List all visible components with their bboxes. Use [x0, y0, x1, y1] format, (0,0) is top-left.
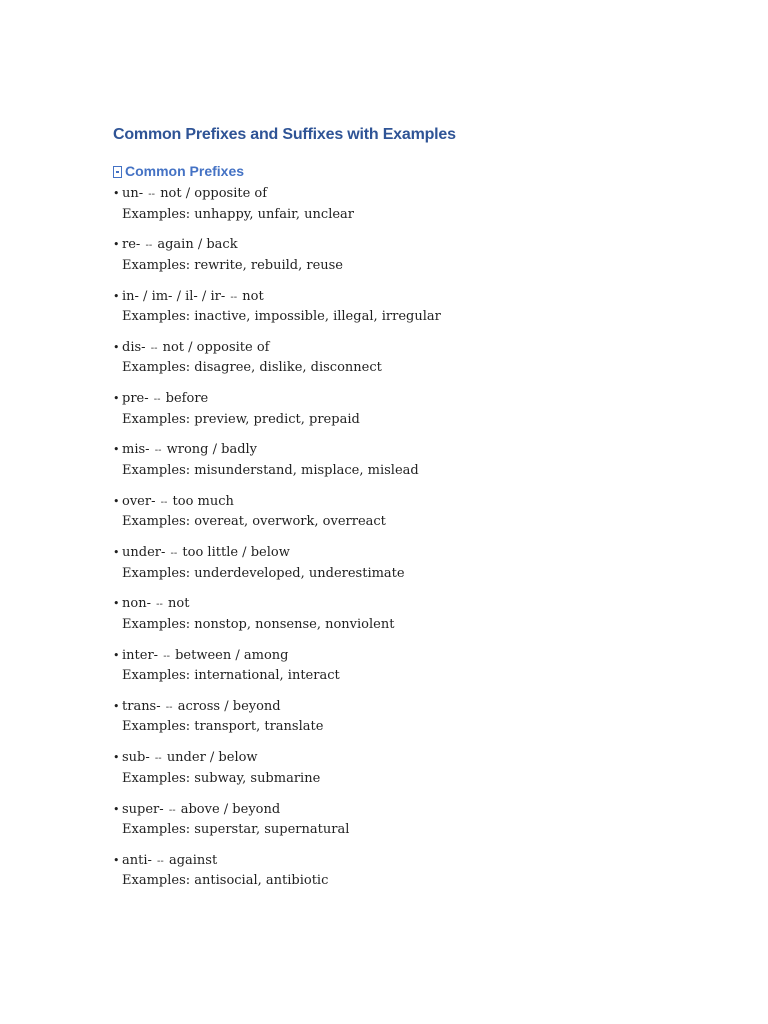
bullet: • [113, 648, 120, 662]
prefix-meaning: wrong / badly [166, 442, 258, 458]
examples-line [113, 307, 713, 327]
examples-line [113, 666, 713, 686]
prefix-term: anti- [122, 852, 152, 868]
examples-text: overeat, overwork, overreact [194, 514, 386, 530]
examples-label: Examples: [122, 873, 191, 889]
examples-line [113, 615, 713, 635]
prefix-entry [113, 338, 713, 389]
examples-text: unhappy, unfair, unclear [194, 206, 355, 222]
separator: -- [156, 599, 163, 611]
examples-label: Examples: [122, 462, 191, 478]
prefix-entry [113, 646, 713, 697]
separator: -- [157, 855, 164, 867]
prefix-line [113, 594, 713, 615]
prefix-line [113, 543, 713, 564]
prefix-term: super- [122, 801, 164, 817]
prefix-line [113, 287, 713, 308]
prefix-entry [113, 440, 713, 491]
prefix-term: un- [122, 186, 144, 201]
separator: -- [153, 394, 161, 406]
prefix-line [113, 646, 713, 667]
examples-text: subway, submarine [194, 770, 321, 786]
examples-label: Examples: [122, 360, 191, 376]
document-title: Common Prefixes and Suffixes with Examples [113, 126, 456, 143]
examples-text: international, interact [194, 668, 340, 684]
prefix-entry [113, 492, 713, 543]
separator: -- [170, 548, 178, 560]
examples-label: Examples: [122, 257, 191, 273]
examples-line [113, 512, 713, 532]
prefix-entry [113, 184, 713, 235]
prefix-entry [113, 800, 713, 851]
examples-text: transport, translate [194, 719, 324, 735]
prefix-term: trans- [122, 698, 161, 714]
examples-line [113, 820, 713, 840]
bullet: • [113, 546, 120, 560]
separator: -- [160, 496, 168, 508]
examples-line [113, 461, 713, 481]
prefix-meaning: under / below [166, 750, 258, 766]
separator: -- [230, 291, 238, 303]
examples-line [113, 769, 713, 789]
prefix-entry [113, 543, 713, 594]
book-icon [113, 166, 122, 178]
prefix-meaning: across / beyond [177, 698, 281, 714]
prefix-term: re- [122, 237, 141, 253]
prefix-term: under- [122, 545, 166, 561]
bullet: • [113, 392, 120, 406]
prefix-entry [113, 851, 713, 902]
separator: -- [154, 445, 162, 457]
separator: -- [150, 342, 158, 354]
prefix-meaning: not [242, 288, 264, 304]
separator: -- [168, 804, 176, 816]
prefix-line [113, 697, 713, 718]
examples-label: Examples: [122, 770, 191, 786]
examples-text: misunderstand, misplace, mislead [194, 462, 419, 478]
prefix-meaning: not / opposite of [162, 339, 270, 355]
examples-text: superstar, supernatural [194, 822, 350, 838]
prefix-line [113, 389, 713, 410]
prefix-meaning: above / beyond [180, 801, 281, 817]
prefix-list [113, 184, 713, 902]
examples-text: inactive, impossible, illegal, irregular [194, 309, 441, 325]
examples-label: Examples: [122, 719, 191, 735]
examples-label: Examples: [122, 206, 191, 222]
separator: -- [165, 701, 173, 713]
prefix-line [113, 235, 713, 256]
examples-text: preview, predict, prepaid [194, 411, 360, 427]
prefix-term: sub- [122, 750, 150, 766]
examples-text: antisocial, antibiotic [194, 873, 329, 889]
prefix-term: non- [122, 596, 151, 612]
examples-line [113, 256, 713, 276]
bullet: • [113, 699, 120, 713]
prefix-entry [113, 697, 713, 748]
prefix-term: dis- [122, 339, 146, 355]
separator: -- [145, 240, 153, 252]
section-heading-label: Common Prefixes [125, 163, 245, 179]
examples-label: Examples: [122, 616, 191, 632]
document-page [113, 124, 713, 902]
prefix-meaning: again / back [157, 237, 238, 253]
prefix-line [113, 492, 713, 513]
prefix-entry [113, 594, 713, 645]
examples-line [113, 358, 713, 378]
prefix-line [113, 748, 713, 769]
prefix-entry [113, 389, 713, 440]
bullet: • [113, 238, 120, 252]
examples-line [113, 564, 713, 584]
prefix-entry [113, 748, 713, 799]
prefix-term: mis- [122, 442, 150, 458]
examples-label: Examples: [122, 309, 191, 325]
bullet: • [113, 494, 120, 508]
prefix-meaning: not [168, 596, 190, 612]
examples-line [113, 205, 713, 225]
examples-text: underdeveloped, underestimate [194, 565, 405, 581]
bullet: • [113, 187, 120, 200]
examples-label: Examples: [122, 514, 191, 530]
prefix-line [113, 851, 713, 872]
prefix-line [113, 440, 713, 461]
examples-text: disagree, dislike, disconnect [194, 360, 382, 376]
prefix-meaning: not / opposite of [160, 186, 268, 201]
prefix-meaning: too much [172, 493, 234, 509]
bullet: • [113, 597, 120, 611]
bullet: • [113, 443, 120, 457]
prefix-entry [113, 287, 713, 338]
bullet: • [113, 751, 120, 765]
bullet: • [113, 802, 120, 816]
section-heading-prefixes [113, 162, 713, 181]
examples-line [113, 717, 713, 737]
bullet: • [113, 289, 120, 303]
prefix-entry [113, 235, 713, 286]
examples-label: Examples: [122, 411, 191, 427]
separator: -- [148, 189, 156, 200]
examples-label: Examples: [122, 668, 191, 684]
prefix-meaning: against [168, 852, 218, 868]
prefix-term: pre- [122, 391, 149, 407]
prefix-line [113, 338, 713, 359]
examples-text: rewrite, rebuild, reuse [194, 257, 344, 273]
prefix-meaning: before [165, 391, 209, 407]
prefix-line [113, 800, 713, 821]
examples-line [113, 410, 713, 430]
prefix-term: over- [122, 493, 156, 509]
bullet: • [113, 853, 120, 867]
prefix-term: in- / im- / il- / ir- [122, 288, 226, 304]
examples-label: Examples: [122, 565, 191, 581]
separator: -- [163, 650, 170, 662]
separator: -- [154, 753, 162, 765]
examples-line [113, 871, 713, 891]
prefix-line [113, 184, 713, 205]
examples-text: nonstop, nonsense, nonviolent [194, 616, 395, 632]
prefix-meaning: between / among [175, 647, 289, 663]
examples-label: Examples: [122, 822, 191, 838]
prefix-term: inter- [122, 647, 159, 663]
bullet: • [113, 340, 120, 354]
prefix-meaning: too little / below [182, 545, 290, 561]
